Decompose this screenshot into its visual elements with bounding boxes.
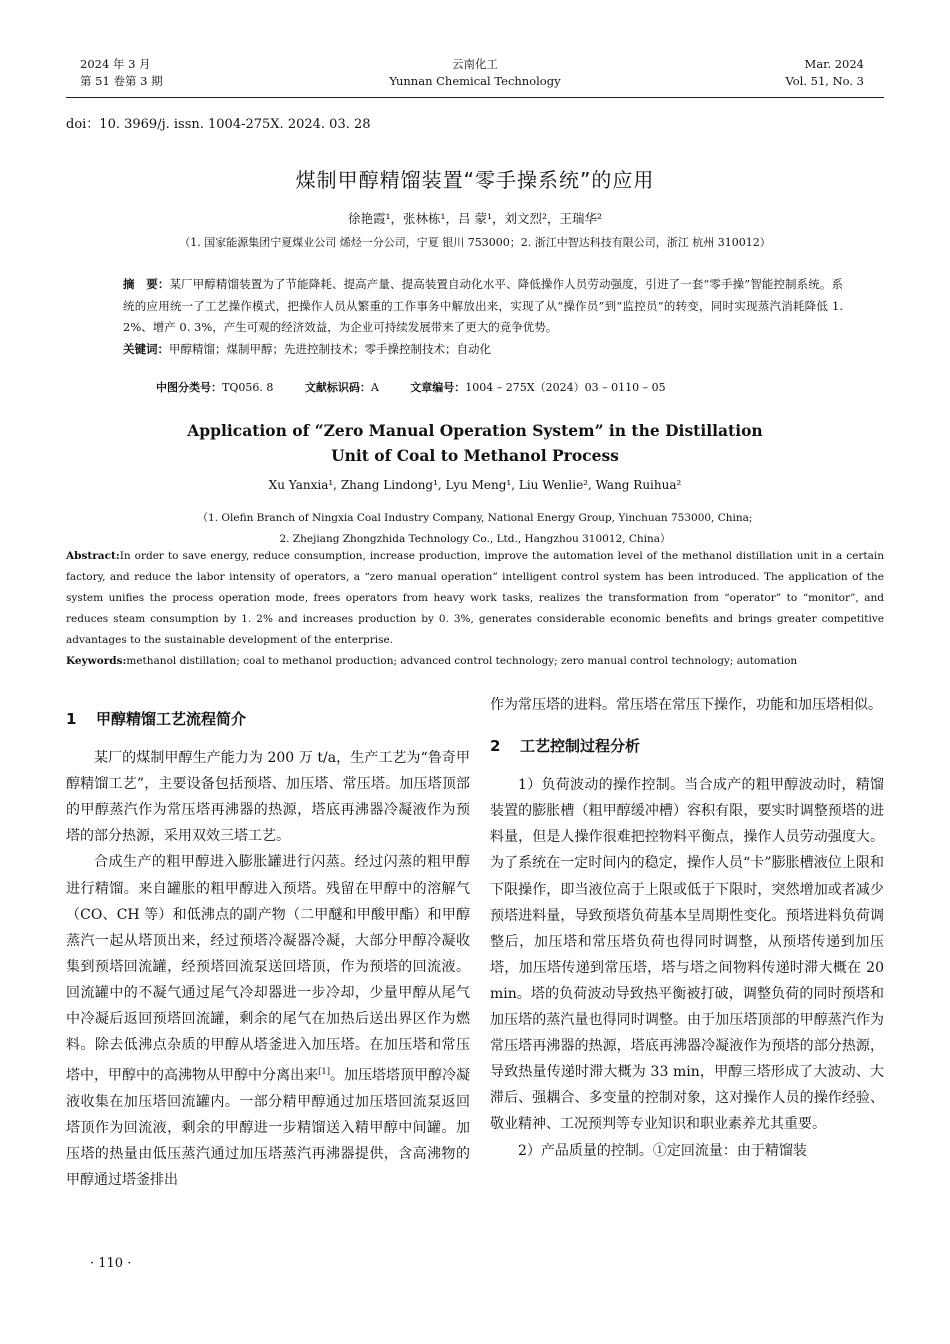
header-rule xyxy=(66,97,884,98)
doi: doi：10. 3969/j. issn. 1004-275X. 2024. 03. 28 xyxy=(66,117,371,132)
section1-number: 1 xyxy=(66,710,77,728)
journal-name-zh: 云南化工 xyxy=(452,57,498,71)
section2-number: 2 xyxy=(490,737,501,756)
header-volume-en: Vol. 51, No. 3 xyxy=(785,74,864,88)
body-column-left xyxy=(66,706,470,1193)
doc-code-label: 文献标识码： xyxy=(304,381,371,394)
section1-paragraph-2 xyxy=(66,849,470,1193)
abstract-en-text: In order to save energy, reduce consumption, increase production, improve the automation level of the methanol distillation unit in a certain factory, and reduce the labor intensity of operators, a “zero manual operation” intelligent control system has been introduced. The application of the system unifies the process operation mode, frees operators from heavy work tasks, realizes the transformation from “operator” to “monitor”, and reduces steam consumption by 1. 2% and increases production by 0. 3%, generates considerable economic benefits and brings greater competitive advantages to the sustainable development of the enterprise. xyxy=(66,550,884,646)
section1-p2-part1: 合成生产的粗甲醇进入膨胀罐进行闪蒸。经过闪蒸的粗甲醇进行精馏。来自罐胀的粗甲醇进入预塔。残留在甲醇中的溶解气（CO、CH 等）和低沸点的副产物（二甲醚和甲酸甲酯）和甲醇蒸汽一起从塔顶出来，经过预塔冷凝器冷凝，大部分甲醇冷凝收集到预塔回流罐，经预塔回流泵送回塔顶，作为预塔的回流液。回流罐中的不凝气通过尾气冷却器进一步冷却，少量甲醇从尾气中冷凝后返回预塔回流罐，剩余的尾气在加热后送出界区作为燃料。除去低沸点杂质的甲醇从塔釜进入加压塔。在加压塔和常压塔中，甲醇中的高沸物从甲醇中分离出来 xyxy=(66,854,470,1084)
section2-title: 工艺控制过程分析 xyxy=(520,737,641,756)
en-title xyxy=(0,418,950,468)
en-authors: Xu Yanxia¹, Zhang Lindong¹, Lyu Meng¹, Liu Wenlie², Wang Ruihua² xyxy=(268,478,682,492)
journal-name-en: Yunnan Chemical Technology xyxy=(389,74,561,88)
en-title-line1: Application of “Zero Manual Operation System” in the Distillation xyxy=(187,421,763,440)
en-affil-line1: （1. Olefin Branch of Ningxia Coal Industry Company, National Energy Group, Yinchuan 753000, China; xyxy=(197,512,753,524)
clc-label: 中图分类号： xyxy=(156,381,222,394)
paper-title: 煤制甲醇精馏装置“零手操系统”的应用 xyxy=(295,168,655,192)
en-affiliation xyxy=(0,508,950,550)
en-title-line2: Unit of Coal to Methanol Process xyxy=(331,446,619,465)
section2-paragraph-2: 2）产品质量的控制。①定回流量：由于精馏装 xyxy=(518,1142,807,1159)
section1-heading xyxy=(66,706,470,732)
section1-title: 甲醇精馏工艺流程简介 xyxy=(96,710,247,728)
section1-paragraph-3: 作为常压塔的进料。常压塔在常压下操作，功能和加压塔相似。 xyxy=(490,697,882,713)
section2-heading xyxy=(490,733,884,759)
article-no-value: 1004 – 275X（2024）03 – 0110 – 05 xyxy=(465,381,666,394)
citation-1[interactable]: [1] xyxy=(318,1066,330,1077)
header-date-en: Mar. 2024 xyxy=(804,57,864,71)
authors: 徐艳霞¹，张林栋¹，吕 蒙¹，刘文烈²，王瑞华² xyxy=(347,211,603,226)
doc-code xyxy=(305,381,379,394)
abstract-zh-label: 摘 要： xyxy=(123,277,170,291)
doc-code-value: A xyxy=(370,381,379,394)
classification-row xyxy=(156,379,694,395)
section1-p2-part2: 。加压塔塔顶甲醇冷凝液收集在加压塔回流罐内。一部分精甲醇通过加压塔回流泵返回塔顶作为回流液，剩余的甲醇进一步精馏送入精甲醇中间罐。加压塔的热量由低压蒸汽通过加压塔蒸汽再沸器提供，含高沸物的甲醇通过塔釜排出 xyxy=(66,1067,471,1189)
abstract-zh-text: 某厂甲醇精馏装置为了节能降耗、提高产量、提高装置自动化水平、降低操作人员劳动强度，引进了一套“零手操”智能控制系统。系统的应用统一了工艺操作模式，把操作人员从繁重的工作事务中解放出来，实现了从“操作员”到“监控员”的转变，同时实现蒸汽消耗降低 1. 2%、增产 0. 3%，产生可观的经济效益，为企业可持续发展带来了更大的竞争优势。 xyxy=(123,277,843,334)
keywords-zh-label: 关键词： xyxy=(123,341,169,356)
keywords-zh-text: 甲醇精馏；煤制甲醇；先进控制技术；零手操控制技术；自动化 xyxy=(169,341,491,356)
header-volume: 第 51 卷第 3 期 xyxy=(80,74,163,88)
section1-paragraph-1: 某厂的煤制甲醇生产能力为 200 万 t/a，生产工艺为“鲁奇甲醇精馏工艺”，主要设备包括预塔、加压塔、常压塔。加压塔顶部的甲醇蒸汽作为常压塔再沸器的热源，塔底再沸器冷凝液作为预塔的部分热源，采用双效三塔工艺。 xyxy=(66,750,470,845)
header-right xyxy=(785,56,864,90)
abstract-en-label: Abstract: xyxy=(66,550,120,562)
body-column-right xyxy=(490,692,884,1164)
article-no-label: 文章编号： xyxy=(410,381,466,394)
abstract-zh xyxy=(123,274,843,360)
article-no xyxy=(410,381,665,394)
clc-value: TQ056. 8 xyxy=(222,381,274,394)
en-affil-line2: 2. Zhejiang Zhongzhida Technology Co., Ltd., Hangzhou 310012, China） xyxy=(279,533,671,545)
abstract-en xyxy=(66,546,884,672)
clc xyxy=(156,381,273,394)
affiliation: （1. 国家能源集团宁夏煤业公司 烯烃一分公司，宁夏 银川 753000；2. 浙江中智达科技有限公司，浙江 杭州 310012） xyxy=(179,236,771,249)
keywords-en-label: Keywords: xyxy=(66,655,127,667)
page-number: · 110 · xyxy=(90,1256,132,1271)
section2-paragraph-1: 1）负荷波动的操作控制。当合成产的粗甲醇波动时，精馏装置的膨胀槽（粗甲醇缓冲槽）容积有限，要实时调整预塔的进料量，但是人操作很难把控物料平衡点，操作人员劳动强度大。为了系统在一定时间内的稳定，操作人员“卡”膨胀槽液位上限和下限操作，即当液位高于上限或低于下限时，突然增加或者减少预塔进料量，导致预塔负荷基本呈周期性变化。预塔进料负荷调整后，加压塔和常压塔负荷也得同时调整，从预塔传递到加压塔，加压塔传递到常压塔，塔与塔之间物料传递时滞大概在 20 min。塔的负荷波动导致热平衡被打破，调整负荷的同时预塔和加压塔的蒸汽量也得同时调整。由于加压塔顶部的甲醇蒸汽作为常压塔再沸器的热源，塔底再沸器冷凝液作为预塔的部分热源，导致热量传递时滞大概为 33 min，甲醇三塔形成了大波动、大滞后、强耦合、多变量的控制对象，这对操作人员的操作经验、敬业精神、工况预判等专业知识和职业素养尤其重要。 xyxy=(490,777,884,1133)
header-date: 2024 年 3 月 xyxy=(80,57,151,71)
keywords-en-text: methanol distillation; coal to methanol production; advanced control technology; zero manual control technology; automation xyxy=(126,655,798,667)
